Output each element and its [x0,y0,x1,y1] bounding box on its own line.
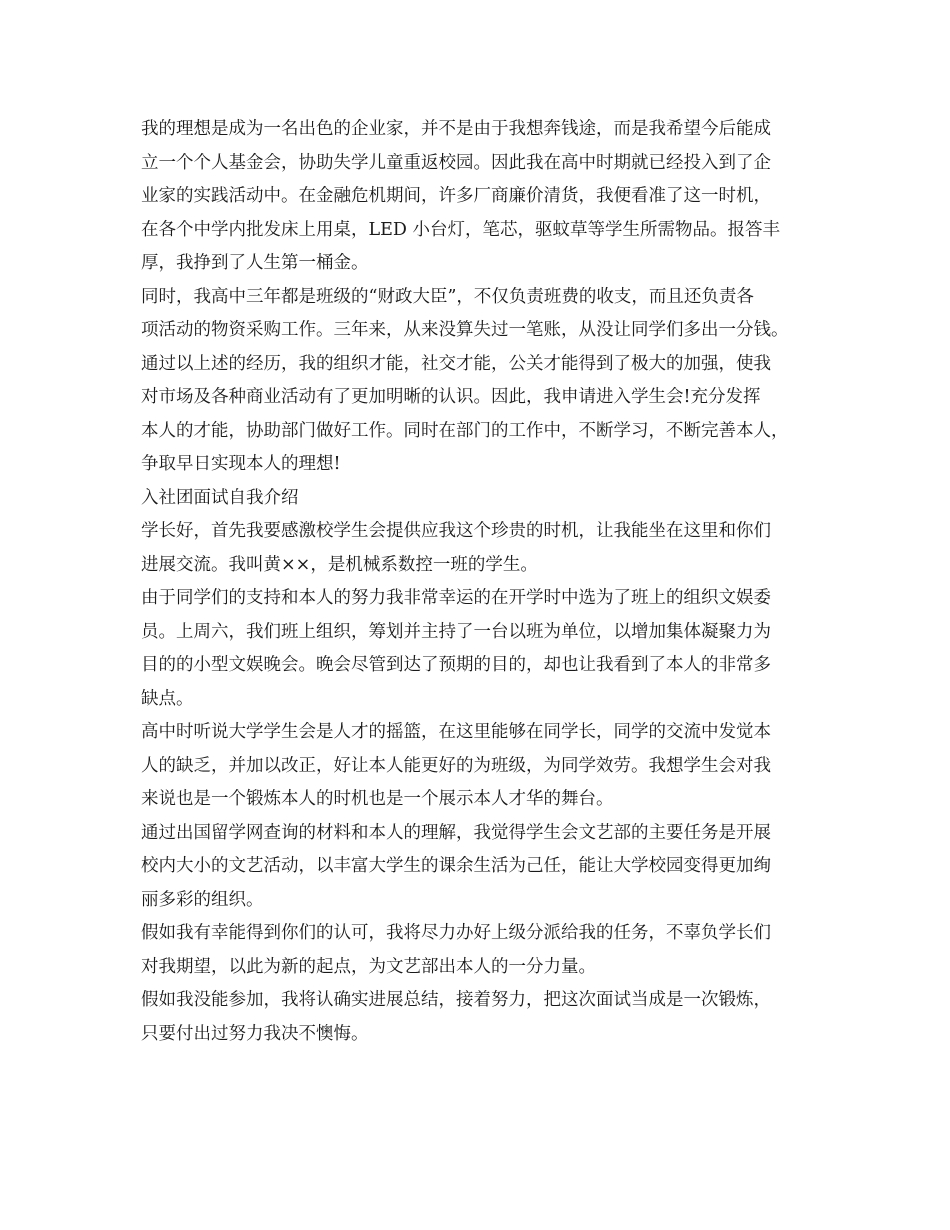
text-line: 目的的小型文娱晚会。晚会尽管到达了预期的目的，却也让我看到了本人的非常多 [141,655,771,675]
section-heading: 入社团面试自我介绍 [141,487,299,508]
text-line: 来说也是一个锻炼本人的时机也是一个展示本人才华的舞台。 [141,789,614,809]
text-line: 业家的实践活动中。在金融危机期间，许多厂商廉价清货，我便看准了这一时机， [141,186,771,206]
text-line: 校内大小的文艺活动，以丰富大学生的课余生活为己任，能让大学校园变得更加绚 [141,856,771,876]
text-line: 项活动的物资采购工作。三年来，从来没算失过一笔账，从没让同学们多出一分钱。 [141,320,789,340]
text-line: 学长好，首先我要感激校学生会提供应我这个珍贵的时机，让我能坐在这里和你们 [141,521,771,541]
text-line: 立一个个人基金会，协助失学儿童重返校园。因此我在高中时期就已经投入到了企 [141,152,771,173]
text-line: 假如我有幸能得到你们的认可，我将尽力办好上级分派给我的任务，不辜负学长们 [141,923,771,943]
document-body [141,113,821,1051]
text-line: 缺点。 [141,688,194,709]
text-line: 同时，我高中三年都是班级的“财政大臣”，不仅负责班费的收支，而且还负责各 [141,286,754,307]
text-line: 进展交流。我叫黄××，是机械系数控一班的学生。 [141,554,538,575]
text-line: 高中时听说大学学生会是人才的摇篮，在这里能够在同学长，同学的交流中发觉本 [141,722,771,742]
text-line: 假如我没能参加，我将认确实进展总结，接着努力，把这次面试当成是一次锻炼， [141,990,771,1010]
text-line: 通过以上述的经历，我的组织才能，社交才能，公关才能得到了极大的加强，使我 [141,353,771,374]
text-line: 人的缺乏，并加以改正，好让本人能更好的为班级，为同学效劳。我想学生会对我 [141,755,771,776]
text-line: 员。上周六，我们班上组织，筹划并主持了一台以班为单位，以增加集体凝聚力为 [141,621,771,642]
text-line: 争取早日实现本人的理想! [141,454,341,474]
text-line: 厚，我挣到了人生第一桶金。 [141,253,369,273]
text-line: 我的理想是成为一名出色的企业家，并不是由于我想奔钱途，而是我希望今后能成 [141,119,771,139]
text-line: 由于同学们的支持和本人的努力我非常幸运的在开学时中选为了班上的组织文娱委 [141,588,771,608]
text-line: 本人的才能，协助部门做好工作。同时在部门的工作中，不断学习，不断完善本人， [141,420,789,441]
text-line: 对我期望，以此为新的起点，为文艺部出本人的一分力量。 [141,956,596,977]
text-line: 丽多彩的组织。 [141,889,264,910]
text-line: 对市场及各种商业活动有了更加明晰的认识。因此，我申请进入学生会!充分发挥 [141,387,761,407]
text-line: 只要付出过努力我决不懊悔。 [141,1023,369,1044]
text-line: 通过出国留学网查询的材料和本人的理解，我觉得学生会文艺部的主要任务是开展 [141,822,771,843]
text-line: 在各个中学内批发床上用桌，LED 小台灯，笔芯，驱蚊草等学生所需物品。报答丰 [141,219,780,240]
